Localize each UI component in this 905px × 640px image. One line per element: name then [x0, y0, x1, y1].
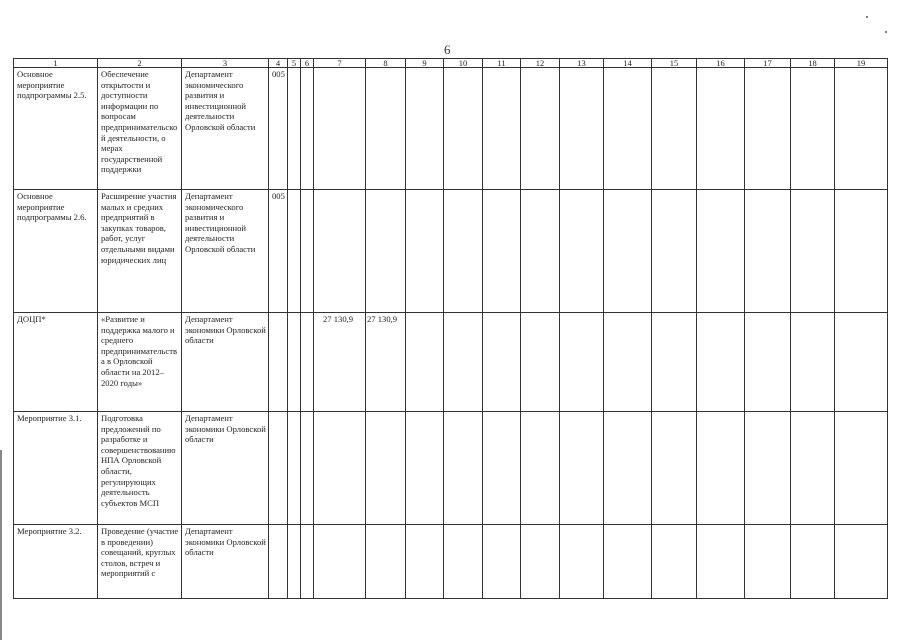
row-event: Подготовка предложений по разработке и совершенствованию НПА Орловской области, регулирующих деятельность субъектов МСП — [98, 412, 182, 525]
row-code — [269, 313, 288, 412]
table-row — [14, 313, 888, 412]
column-header: 15 — [652, 59, 697, 68]
column-header: 2 — [98, 59, 182, 68]
row-name: Основное мероприятие подпрограммы 2.6. — [14, 190, 98, 313]
row-event: «Развитие и поддержка малого и среднего предпринимательства в Орловской области на 2012–2020 годы» — [98, 313, 182, 412]
row-value — [366, 68, 406, 190]
table-row — [14, 412, 888, 525]
column-header: 10 — [444, 59, 483, 68]
scan-speck — [866, 16, 868, 18]
column-header: 14 — [604, 59, 652, 68]
row-event: Расширение участия малых и средних предприятий в закупках товаров, работ, услуг отдельными видами юридических лиц — [98, 190, 182, 313]
row-code — [269, 525, 288, 599]
header-row — [14, 59, 888, 68]
row-value — [314, 190, 366, 313]
column-header: 8 — [366, 59, 406, 68]
row-value — [314, 525, 366, 599]
row-code: 005 — [269, 68, 288, 190]
row-name: Основное мероприятие подпрограммы 2.5. — [14, 68, 98, 190]
row-value — [314, 68, 366, 190]
row-value — [314, 412, 366, 525]
row-executor: Департамент экономики Орловской области — [182, 525, 269, 599]
row-executor: Департамент экономического развития и инвестиционной деятельности Орловской области — [182, 190, 269, 313]
row-value: 27 130,9 — [314, 313, 366, 412]
column-header: 6 — [301, 59, 314, 68]
table-row — [14, 190, 888, 313]
column-header: 13 — [560, 59, 604, 68]
row-value — [366, 412, 406, 525]
row-executor: Департамент экономики Орловской области — [182, 412, 269, 525]
column-header: 7 — [314, 59, 366, 68]
row-name: ДОЦП* — [14, 313, 98, 412]
column-header: 4 — [269, 59, 288, 68]
row-value — [366, 525, 406, 599]
table-row — [14, 68, 888, 190]
row-code: 005 — [269, 190, 288, 313]
column-header: 3 — [182, 59, 269, 68]
row-value: 27 130,9 — [366, 313, 406, 412]
row-name: Мероприятие 3.1. — [14, 412, 98, 525]
scan-speck — [885, 31, 887, 33]
row-code — [269, 412, 288, 525]
column-header: 18 — [791, 59, 835, 68]
column-header: 16 — [697, 59, 745, 68]
column-header: 9 — [406, 59, 444, 68]
row-value — [366, 190, 406, 313]
scan-edge — [0, 450, 2, 640]
program-table — [13, 58, 888, 599]
column-header: 1 — [14, 59, 98, 68]
column-header: 11 — [483, 59, 521, 68]
row-name: Мероприятие 3.2. — [14, 525, 98, 599]
column-header: 5 — [288, 59, 301, 68]
column-header: 12 — [521, 59, 560, 68]
row-event: Обеспечение открытости и доступности информации по вопросам предпринимательской деятельности, о мерах государственной поддержки — [98, 68, 182, 190]
column-header: 19 — [835, 59, 888, 68]
page-number: 6 — [444, 42, 451, 57]
table-row — [14, 525, 888, 599]
row-event: Проведение (участие в проведении) совещаний, круглых столов, встреч и мероприятий с — [98, 525, 182, 599]
row-executor: Департамент экономического развития и инвестиционной деятельности Орловской области — [182, 68, 269, 190]
column-header: 17 — [745, 59, 791, 68]
row-executor: Департамент экономики Орловской области — [182, 313, 269, 412]
